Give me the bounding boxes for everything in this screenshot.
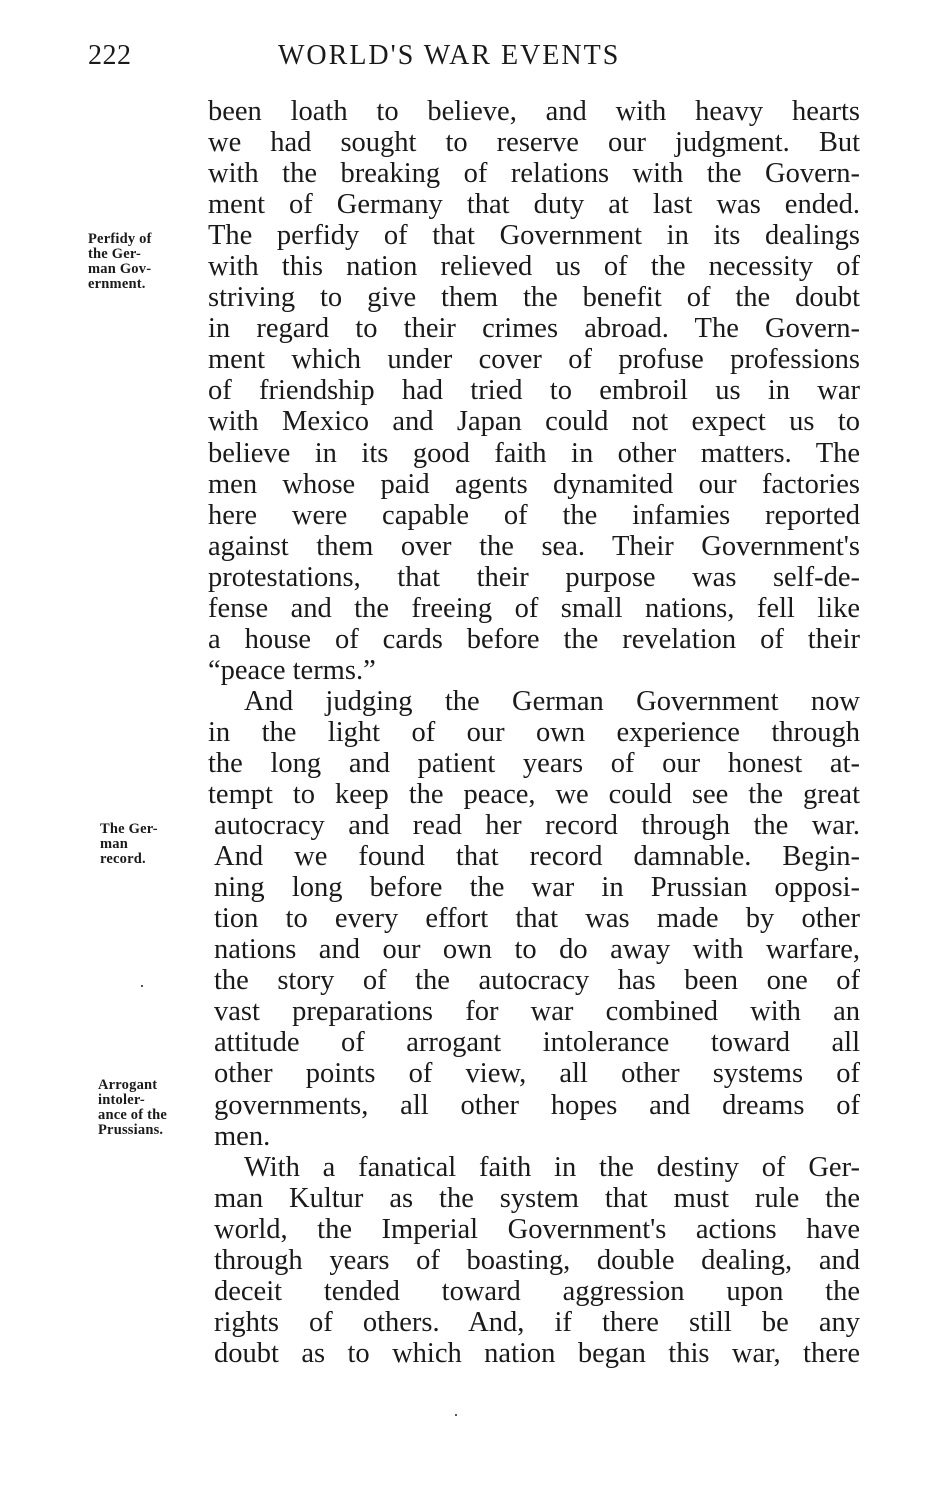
text-line: we had sought to reserve our judgment. But [208,127,860,159]
text-line: against them over the sea. Their Government's [208,530,860,562]
margin-note-line: intoler- [98,1092,145,1108]
text-line: ment of Germany that duty at last was ended. [208,189,860,221]
text-line: in the light of our own experience through [208,716,860,748]
margin-note-record [100,822,220,867]
margin-note-line: record. [100,851,146,867]
text-line: men. [214,1120,271,1152]
text-line: tempt to keep the peace, we could see the great [208,779,860,811]
text-line: of friendship had tried to embroil us in war [208,375,860,407]
text-line: other points of view, all other systems of [214,1058,860,1090]
text-line: believe in its good faith in other matters. The [208,437,860,469]
text-line: through years of boasting, double dealing, and [214,1244,860,1276]
print-speck [455,1414,457,1416]
margin-note-line: ernment. [88,276,146,292]
margin-note-line: ance of the [98,1107,168,1123]
text-line: ning long before the war in Prussian opposi- [214,872,860,904]
text-line: deceit tended toward aggression upon the [214,1275,860,1307]
text-line: been loath to believe, and with heavy hearts [208,96,860,127]
text-line: with this nation relieved us of the necessity of [208,251,860,283]
margin-note-line: Perfidy of [88,231,152,247]
text-line: nations and our own to do away with warfare, [214,934,860,966]
margin-note-line: Arrogant [98,1077,158,1093]
text-line: And we found that record damnable. Begin- [214,841,860,873]
text-line: in regard to their crimes abroad. The Govern- [208,313,860,345]
text-line: striving to give them the benefit of the doubt [208,282,860,314]
paragraph-start-line: With a fanatical faith in the destiny of Ger- [244,1151,860,1183]
text-line: autocracy and read her record through the war. [214,810,860,842]
margin-note-arrogant [98,1078,218,1138]
text-line: world, the Imperial Government's actions have [214,1213,860,1245]
margin-note-line: man [100,836,128,852]
text-line: man Kultur as the system that must rule the [214,1182,860,1214]
text-line: fense and the freeing of small nations, fell like [208,592,860,624]
text-line: attitude of arrogant intolerance toward all [214,1027,860,1059]
print-speck [141,985,143,987]
text-line: vast preparations for war combined with an [214,996,860,1028]
margin-note-line: the Ger- [88,246,141,262]
text-line: protestations, that their purpose was self-de- [208,561,860,593]
margin-note-line: Prussians. [98,1122,164,1138]
margin-note-line: man Gov- [88,261,152,277]
text-line: with the breaking of relations with the Govern- [208,158,860,190]
text-line: doubt as to which nation began this war, there [214,1337,860,1369]
text-line: with Mexico and Japan could not expect us to [208,406,860,438]
text-line: “peace terms.” [208,654,376,686]
margin-note-line: The Ger- [100,821,158,837]
text-line: tion to every effort that was made by other [214,903,860,935]
text-line: The perfidy of that Government in its dealings [208,220,860,252]
text-line: ment which under cover of profuse professions [208,344,860,376]
text-line: men whose paid agents dynamited our factories [208,468,860,500]
text-line: the long and patient years of our honest at- [208,747,860,779]
running-head: WORLD'S WAR EVENTS [278,40,621,71]
page-number: 222 [88,40,132,71]
margin-note-perfidy [88,232,208,292]
text-line: governments, all other hopes and dreams of [214,1089,860,1121]
text-line: the story of the autocracy has been one of [214,965,860,997]
paragraph-start-line: And judging the German Government now [244,685,860,717]
text-line: a house of cards before the revelation of their [208,623,860,655]
text-line: here were capable of the infamies reported [208,499,860,531]
text-line: rights of others. And, if there still be any [214,1306,860,1338]
body-text [208,96,860,1369]
